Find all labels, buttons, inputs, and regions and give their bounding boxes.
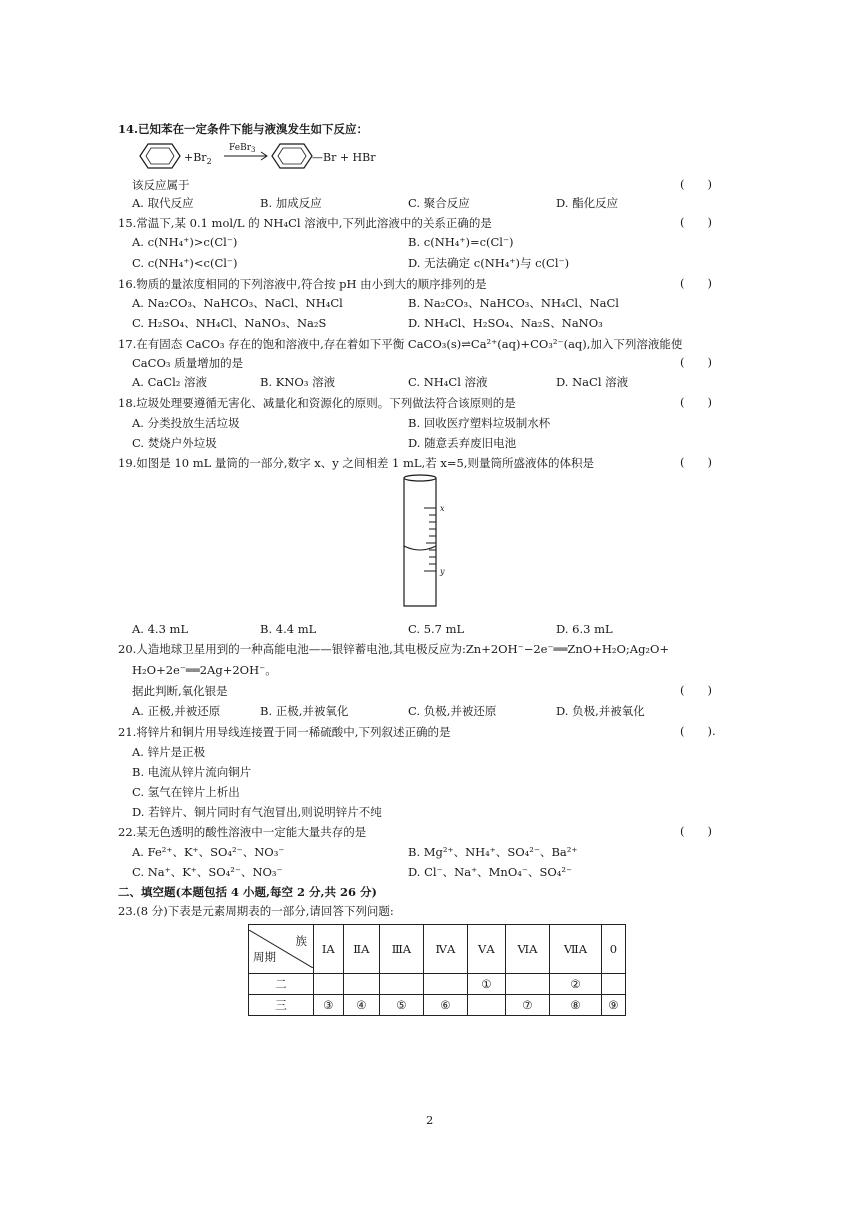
q21-answer-paren: ( ). <box>680 724 716 738</box>
q14-catalyst: FeBr$_3$ <box>229 143 256 154</box>
q18-option-a: A. 分类投放生活垃圾 <box>132 416 240 430</box>
q14-option-c: C. 聚合反应 <box>408 196 470 210</box>
q19-stem: 19.如图是 10 mL 量筒的一部分,数字 x、y 之间相差 1 mL,若 x=5,则量筒所盛液体的体积是 <box>118 456 594 470</box>
header-group-label: 族 <box>295 933 307 948</box>
q20-option-a: A. 正极,并被还原 <box>132 704 221 718</box>
cylinder-label-x: x <box>440 504 445 513</box>
q14-reactant-br2: $+Br_2$ <box>184 151 212 166</box>
cylinder-scale-ticks <box>424 508 436 571</box>
element-cell <box>505 973 550 994</box>
cylinder-body <box>404 478 436 606</box>
q19-option-b: B. 4.4 mL <box>260 622 317 636</box>
q14-products: —Br + HBr <box>312 151 376 164</box>
element-cell: ⑧ <box>550 994 602 1015</box>
q20-answer-paren: ( ) <box>680 683 712 697</box>
q14-answer-paren: ( ) <box>680 177 712 191</box>
q14-option-d: D. 酯化反应 <box>556 196 619 210</box>
q18-option-d: D. 随意丢弃废旧电池 <box>408 436 517 450</box>
q22-option-b: B. Mg²⁺、NH₄⁺、SO₄²⁻、Ba²⁺ <box>408 845 578 859</box>
q14-reaction-equation <box>136 140 386 172</box>
q17-stem: 17.在有固态 CaCO₃ 存在的饱和溶液中,存在着如下平衡 CaCO₃(s)⇌Ca²⁺(aq)+CO₃²⁻(aq),加入下列溶液能使 <box>118 337 683 351</box>
q15-option-b: B. c(NH₄⁺)=c(Cl⁻) <box>408 235 514 249</box>
q17-option-d: D. NaCl 溶液 <box>556 375 629 389</box>
group-header-cell: 0 <box>601 925 625 974</box>
graduated-cylinder-figure <box>396 474 460 614</box>
period-row <box>249 994 626 1015</box>
group-header-cell: ⅥA <box>505 925 550 974</box>
q14-stem: 14.已知苯在一定条件下能与液溴发生如下反应： <box>118 122 369 136</box>
element-cell: ⑤ <box>380 994 424 1015</box>
q16-option-a: A. Na₂CO₃、NaHCO₃、NaCl、NH₄Cl <box>132 296 343 310</box>
q17-stem-line2: CaCO₃ 质量增加的是 <box>132 356 244 370</box>
q21-option-b: B. 电流从锌片流向铜片 <box>132 765 252 779</box>
periodic-table-header-row <box>249 925 626 974</box>
q18-option-b: B. 回收医疗塑料垃圾制水杯 <box>408 416 551 430</box>
q21-option-a: A. 锌片是正极 <box>132 745 206 759</box>
element-cell <box>343 973 380 994</box>
q18-stem: 18.垃圾处理要遵循无害化、减量化和资源化的原则。下列做法符合该原则的是 <box>118 396 516 410</box>
q19-option-c: C. 5.7 mL <box>408 622 465 636</box>
q15-answer-paren: ( ) <box>680 215 712 229</box>
q14-option-b: B. 加成反应 <box>260 196 322 210</box>
cylinder-label-y: y <box>440 567 445 576</box>
cylinder-rim <box>404 475 436 481</box>
q20-stem: 20.人造地球卫星用到的一种高能电池——银锌蓄电池,其电极反应为:Zn+2OH⁻−2e⁻══ZnO+H₂O;Ag₂O+ <box>118 642 670 656</box>
header-period-label: 周期 <box>253 949 276 964</box>
q20-option-b: B. 正极,并被氧化 <box>260 704 349 718</box>
element-cell: ① <box>468 973 506 994</box>
q20-option-c: C. 负极,并被还原 <box>408 704 497 718</box>
q16-answer-paren: ( ) <box>680 276 712 290</box>
q15-stem: 15.常温下,某 0.1 mol/L 的 NH₄Cl 溶液中,下列此溶液中的关系正确的是 <box>118 216 492 230</box>
group-header-cell: ⅢA <box>380 925 424 974</box>
q16-option-d: D. NH₄Cl、H₂SO₄、Na₂S、NaNO₃ <box>408 316 603 330</box>
period-label-cell: 三 <box>249 994 314 1015</box>
q22-option-d: D. Cl⁻、Na⁺、MnO₄⁻、SO₄²⁻ <box>408 865 573 879</box>
group-header-cell: ⅦA <box>550 925 602 974</box>
q16-option-c: C. H₂SO₄、NH₄Cl、NaNO₃、Na₂S <box>132 316 327 330</box>
element-cell <box>601 973 625 994</box>
q14-option-a: A. 取代反应 <box>132 196 194 210</box>
q20-option-d: D. 负极,并被氧化 <box>556 704 645 718</box>
element-cell: ⑥ <box>423 994 467 1015</box>
element-cell <box>314 973 344 994</box>
q16-stem: 16.物质的量浓度相同的下列溶液中,符合按 pH 由小到大的顺序排列的是 <box>118 277 487 291</box>
section-heading-fill-in: 二、填空题(本题包括 4 小题,每空 2 分,共 26 分) <box>118 885 377 899</box>
q22-option-c: C. Na⁺、K⁺、SO₄²⁻、NO₃⁻ <box>132 865 283 879</box>
q15-option-a: A. c(NH₄⁺)>c(Cl⁻) <box>132 235 238 249</box>
element-cell <box>380 973 424 994</box>
q19-option-d: D. 6.3 mL <box>556 622 613 636</box>
q21-option-d: D. 若锌片、铜片同时有气泡冒出,则说明锌片不纯 <box>132 805 382 819</box>
benzene-icon <box>272 144 312 168</box>
q21-option-c: C. 氢气在锌片上析出 <box>132 785 240 799</box>
q21-stem: 21.将锌片和铜片用导线连接置于同一稀硫酸中,下列叙述正确的是 <box>118 725 451 739</box>
q17-answer-paren: ( ) <box>680 355 712 369</box>
element-cell: ③ <box>314 994 344 1015</box>
liquid-meniscus <box>404 546 436 550</box>
q22-answer-paren: ( ) <box>680 824 712 838</box>
group-header-cell: ⅤA <box>468 925 506 974</box>
q17-option-c: C. NH₄Cl 溶液 <box>408 375 488 389</box>
q15-option-c: C. c(NH₄⁺)<c(Cl⁻) <box>132 256 238 270</box>
q22-stem: 22.某无色透明的酸性溶液中一定能大量共存的是 <box>118 825 367 839</box>
periodic-table-fragment <box>248 924 626 1016</box>
q15-option-d: D. 无法确定 c(NH₄⁺)与 c(Cl⁻) <box>408 256 570 270</box>
element-cell <box>423 973 467 994</box>
period-label-cell: 二 <box>249 973 314 994</box>
q17-option-a: A. CaCl₂ 溶液 <box>132 375 208 389</box>
element-cell: ⑨ <box>601 994 625 1015</box>
q16-option-b: B. Na₂CO₃、NaHCO₃、NH₄Cl、NaCl <box>408 296 619 310</box>
group-header-cell: ⅠA <box>314 925 344 974</box>
q18-answer-paren: ( ) <box>680 395 712 409</box>
periodic-table-corner-cell <box>249 925 314 974</box>
q20-stem-line2: H₂O+2e⁻══2Ag+2OH⁻。 <box>132 663 277 677</box>
group-header-cell: ⅣA <box>423 925 467 974</box>
q22-option-a: A. Fe²⁺、K⁺、SO₄²⁻、NO₃⁻ <box>132 845 285 859</box>
element-cell: ② <box>550 973 602 994</box>
q18-option-c: C. 焚烧户外垃圾 <box>132 436 217 450</box>
q23-stem: 23.(8 分)下表是元素周期表的一部分,请回答下列问题: <box>118 904 394 918</box>
q19-option-a: A. 4.3 mL <box>132 622 189 636</box>
group-header-cell: ⅡA <box>343 925 380 974</box>
page-number: 2 <box>426 1113 434 1127</box>
period-row <box>249 973 626 994</box>
element-cell: ⑦ <box>505 994 550 1015</box>
benzene-icon <box>140 144 180 168</box>
q19-answer-paren: ( ) <box>680 455 712 469</box>
element-cell <box>468 994 506 1015</box>
q14-prompt: 该反应属于 <box>132 178 190 192</box>
q17-option-b: B. KNO₃ 溶液 <box>260 375 336 389</box>
element-cell: ④ <box>343 994 380 1015</box>
q20-prompt: 据此判断,氧化银是 <box>132 684 228 698</box>
